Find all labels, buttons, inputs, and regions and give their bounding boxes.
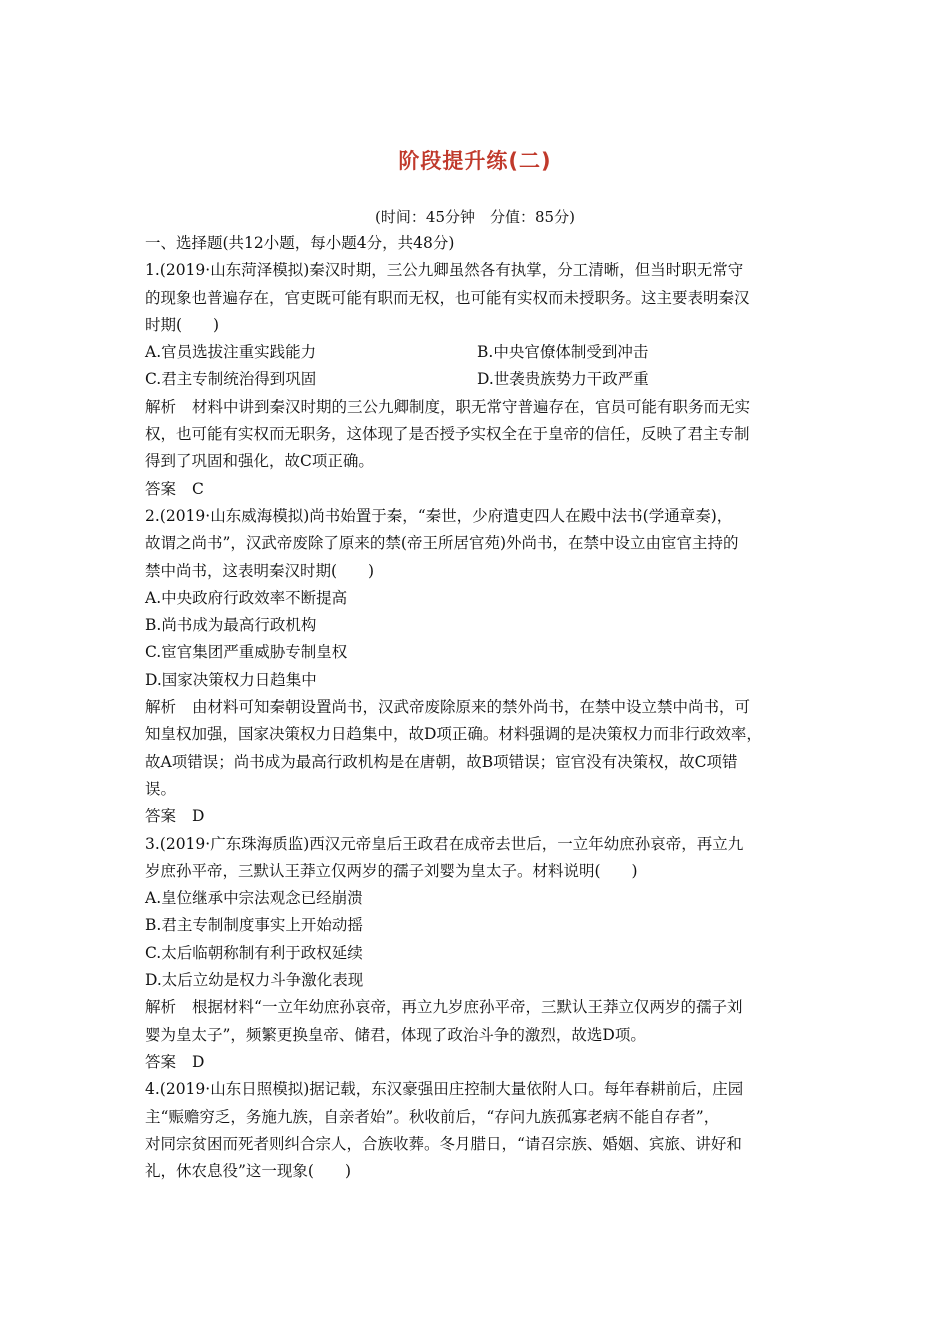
analysis-line: 解析 根据材料“一立年幼庶孙哀帝，再立九岁庶孙平帝，三默认王莽立仅两岁的孺子刘: [145, 998, 743, 1017]
answer-line: [145, 803, 810, 830]
page-title: 阶段提升练(二): [398, 149, 552, 173]
analysis-line: 解析 由材料可知秦朝设置尚书，汉武帝废除原来的禁外尚书，在禁中设立禁中尚书，可: [145, 698, 751, 717]
question-2: [145, 503, 810, 831]
answer-label: 答案: [145, 807, 177, 826]
option-c: C.君主专制统治得到巩固: [145, 370, 317, 389]
answer-value: D: [192, 1052, 205, 1071]
question-3: [145, 831, 810, 1077]
answer-label: 答案: [145, 479, 177, 498]
question-line: 时期( ): [145, 315, 220, 334]
analysis-line: 婴为皇太子”，频繁更换皇帝、储君，体现了政治斗争的激烈，故选D项。: [145, 1025, 646, 1044]
answer-line: [145, 476, 810, 503]
answer-label: 答案: [145, 1052, 177, 1071]
question-line: 故谓之尚书”，汉武帝废除了原来的禁(帝王所居官苑)外尚书，在禁中设立由宦官主持的: [145, 534, 739, 553]
option-c: C.宦官集团严重威胁专制皇权: [145, 643, 348, 662]
analysis-label: 解析: [145, 698, 177, 717]
analysis-line: 故A项错误；尚书成为最高行政机构是在唐朝，故B项错误；宦官没有决策权，故C项错: [145, 752, 738, 771]
analysis-label: 解析: [145, 998, 177, 1017]
question-line: 对同宗贫困而死者则纠合宗人，合族收葬。冬月腊日，“请召宗族、婚姻、宾旅、讲好和: [145, 1134, 742, 1153]
content: [145, 230, 810, 1185]
option-d: D.世袭贵族势力干政严重: [477, 370, 649, 389]
option-a: A.中央政府行政效率不断提高: [145, 588, 348, 607]
option-b: B.尚书成为最高行政机构: [145, 616, 317, 635]
exam-info: (时间：45分钟 分值：85分): [375, 208, 575, 226]
answer-value: C: [192, 479, 204, 498]
question-line: 岁庶孙平帝，三默认王莽立仅两岁的孺子刘婴为皇太子。材料说明( ): [145, 861, 638, 880]
option-a: A.官员选拔注重实践能力: [145, 343, 317, 362]
question-line: 主“赈赡穷乏，务施九族，自亲者始”。秋收前后，“存问九族孤寡老病不能自存者”，: [145, 1107, 720, 1126]
question-line: 1.(2019·山东菏泽模拟)秦汉时期，三公九卿虽然各有执掌，分工清晰，但当时职无常守: [145, 261, 744, 280]
option-d: D.国家决策权力日趋集中: [145, 670, 317, 689]
question-line: 禁中尚书，这表明秦汉时期( ): [145, 561, 375, 580]
analysis-line: 解析 材料中讲到秦汉时期的三公九卿制度，职无常守普遍存在，官员可能有职务而无实: [145, 397, 751, 416]
question-line: 2.(2019·山东威海模拟)尚书始置于秦，“秦世，少府遣吏四人在殿中法书(学通章奏)，: [145, 506, 733, 525]
option-a: A.皇位继承中宗法观念已经崩溃: [145, 889, 363, 908]
answer-value: D: [192, 807, 205, 826]
answer-line: [145, 1049, 810, 1076]
analysis-line: 得到了巩固和强化，故C项正确。: [145, 452, 374, 471]
option-c: C.太后临朝称制有利于政权延续: [145, 943, 363, 962]
analysis-line: 权，也可能有实权而无职务，这体现了是否授予实权全在于皇帝的信任，反映了君主专制: [145, 425, 750, 444]
analysis-line: 知皇权加强，国家决策权力日趋集中，故D项正确。材料强调的是决策权力而非行政效率，: [145, 725, 762, 744]
section-heading: 一、选择题(共12小题，每小题4分，共48分): [145, 234, 455, 252]
question-4: [145, 1076, 810, 1185]
analysis-line: 误。: [145, 779, 177, 798]
question-line: 3.(2019·广东珠海质监)西汉元帝皇后王政君在成帝去世后，一立年幼庶孙哀帝，再立九: [145, 834, 744, 853]
question-line: 4.(2019·山东日照模拟)据记载，东汉豪强田庄控制大量依附人口。每年春耕前后，庄园: [145, 1080, 744, 1099]
option-b: B.中央官僚体制受到冲击: [477, 343, 649, 362]
option-b: B.君主专制制度事实上开始动摇: [145, 916, 363, 935]
options-row: [145, 339, 810, 366]
question-line: 礼，休农息役”这一现象( ): [145, 1162, 352, 1181]
option-d: D.太后立幼是权力斗争激化表现: [145, 971, 364, 990]
question-1: [145, 257, 810, 503]
analysis-label: 解析: [145, 397, 177, 416]
options-row: [145, 366, 810, 393]
question-line: 的现象也普遍存在，官吏既可能有职而无权，也可能有实权而未授职务。这主要表明秦汉: [145, 288, 750, 307]
